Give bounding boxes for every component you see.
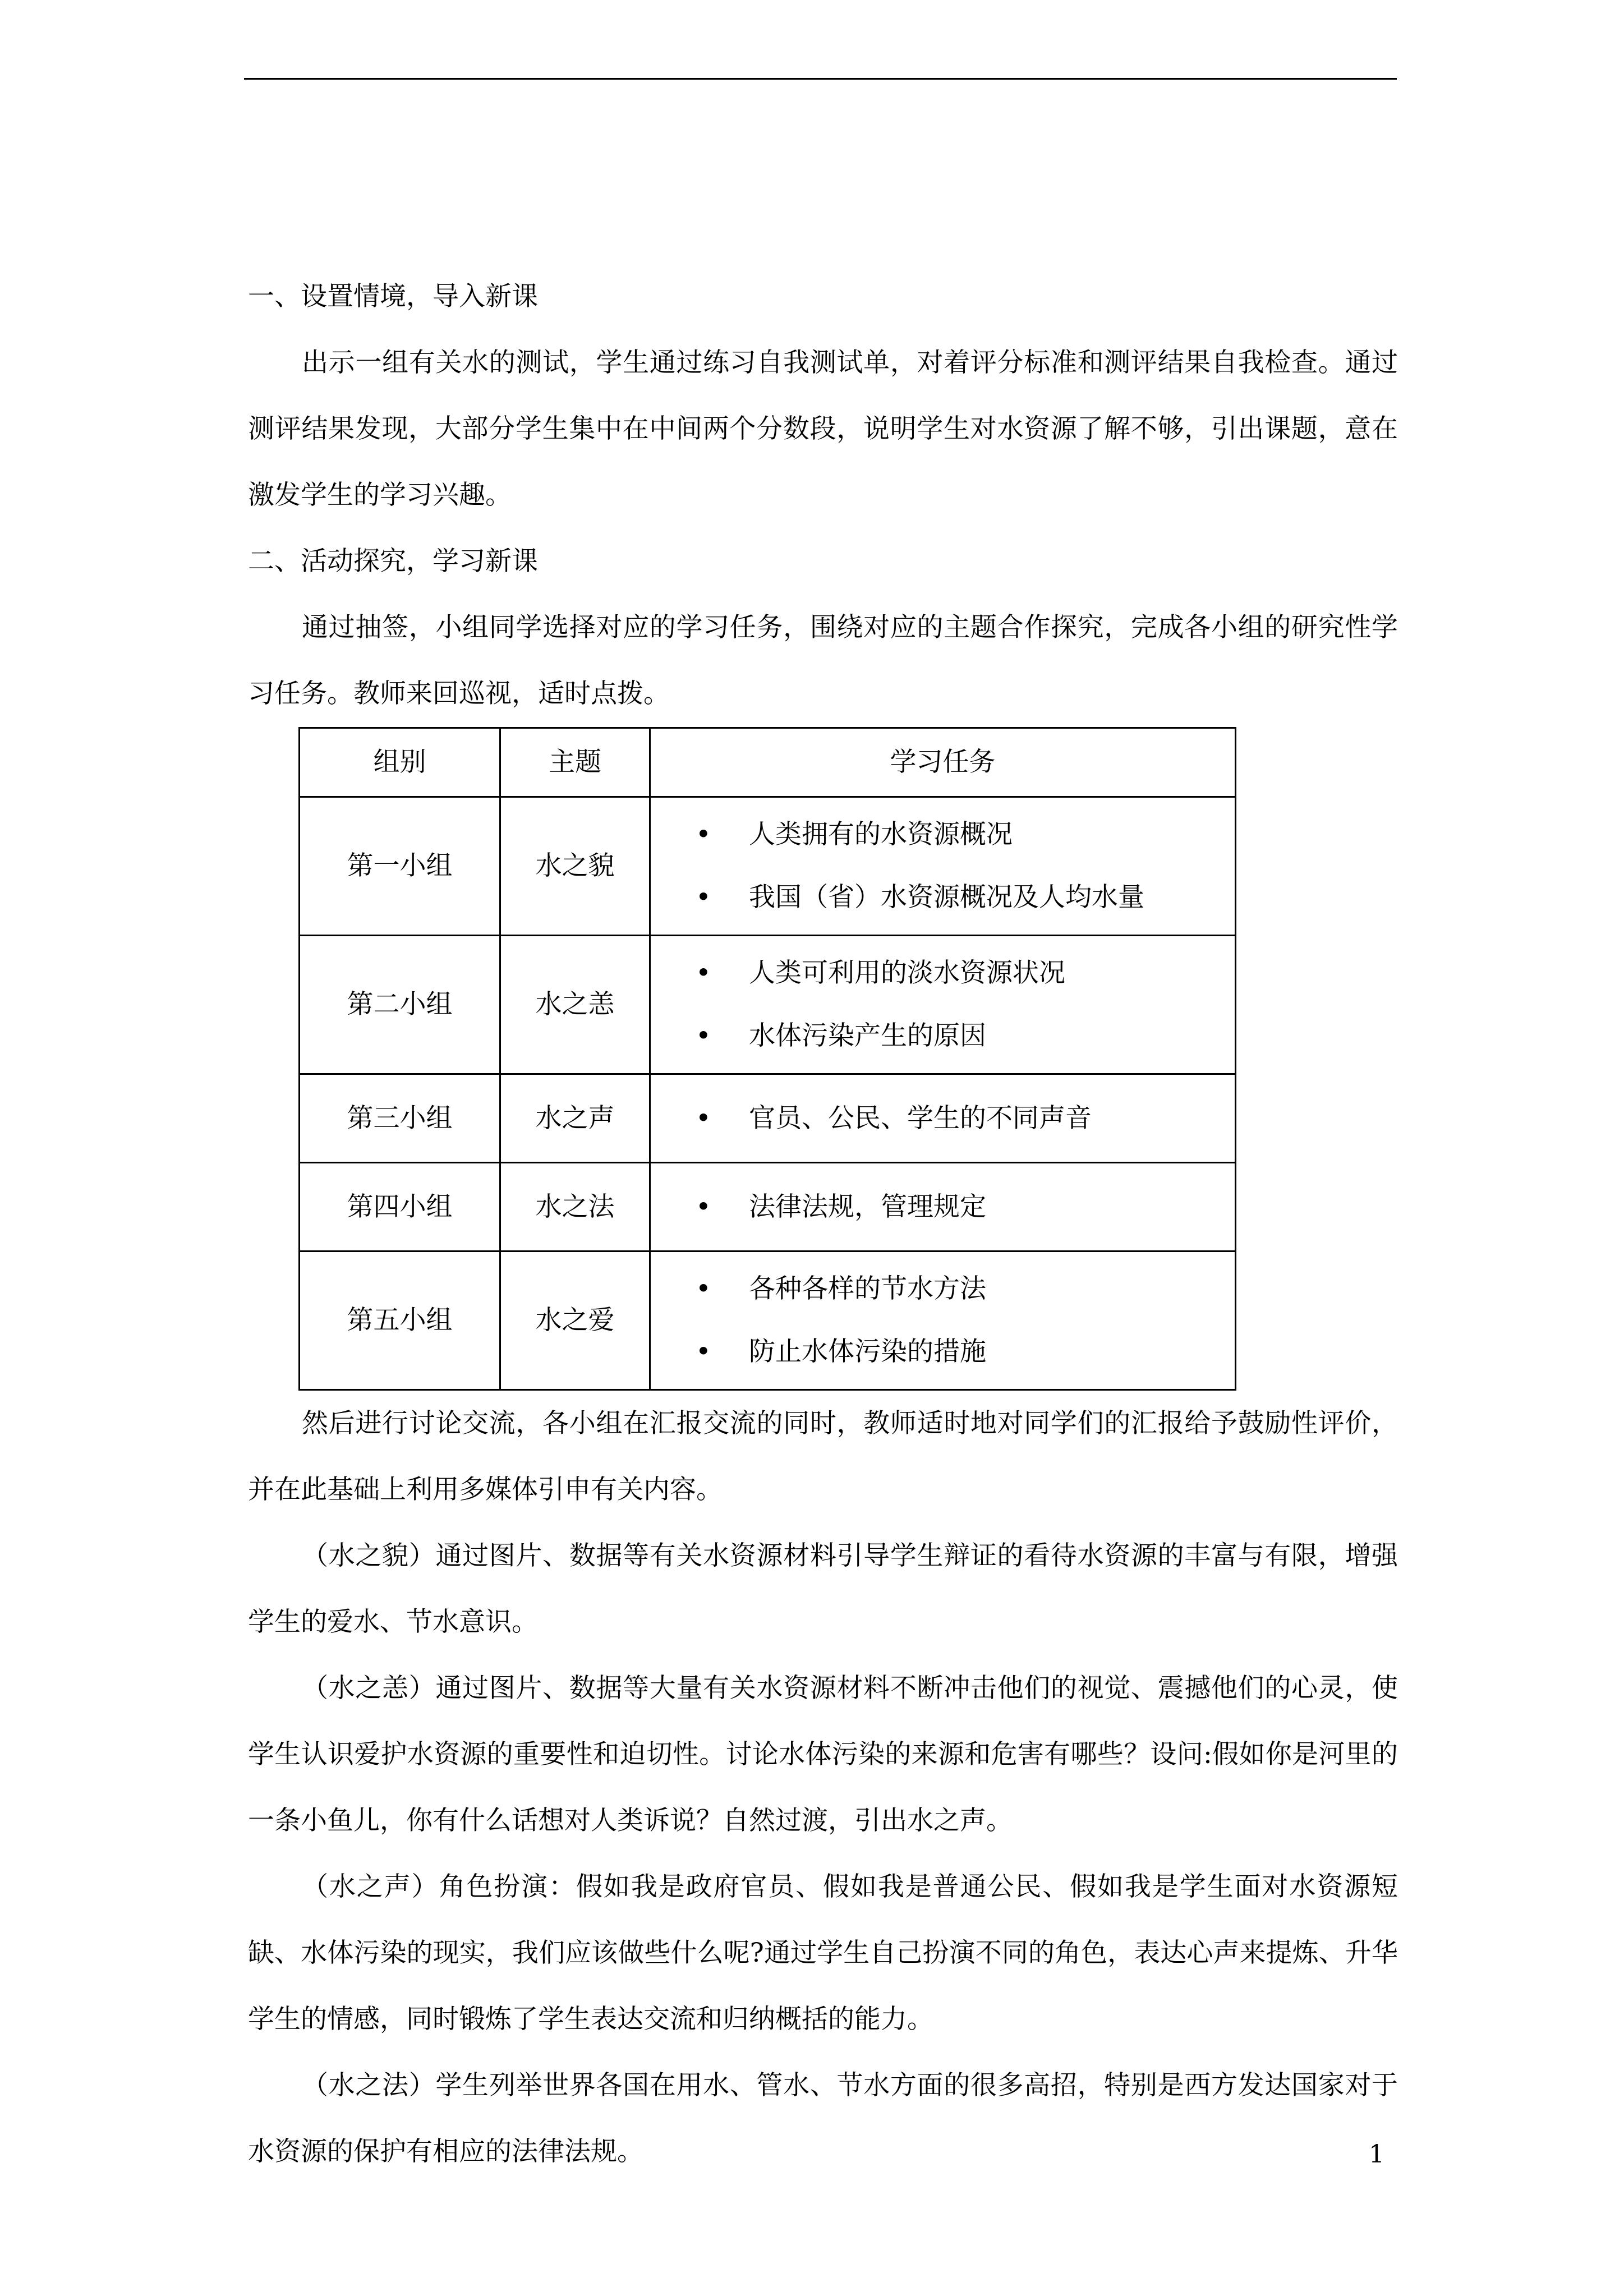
header-rule	[244, 78, 1397, 80]
group-cell: 第二小组	[300, 936, 500, 1074]
bullet-icon: •	[696, 1102, 711, 1134]
tasks-cell	[650, 1251, 1236, 1390]
paragraph: 然后进行讨论交流，各小组在汇报交流的同时，教师适时地对同学们的汇报给予鼓励性评价，并在此基础上利用多媒体引申有关内容。	[248, 1408, 1398, 1505]
header-theme: 主题	[500, 728, 650, 797]
task-item	[696, 1087, 1235, 1150]
task-text: 人类拥有的水资源概况	[749, 819, 1013, 850]
theme-cell: 水之声	[500, 1074, 650, 1163]
task-text: 法律法规，管理规定	[749, 1191, 986, 1222]
paragraph: （水之貌）通过图片、数据等有关水资源材料引导学生辩证的看待水资源的丰富与有限，增强学生的爱水、节水意识。	[248, 1540, 1398, 1637]
group-cell: 第五小组	[300, 1251, 500, 1390]
table-row	[300, 936, 1236, 1074]
task-item	[696, 1320, 1235, 1383]
section-heading-1: 一、设置情境，导入新课	[248, 281, 538, 312]
task-text: 人类可利用的淡水资源状况	[749, 958, 1065, 988]
bullet-icon: •	[696, 1336, 711, 1367]
paragraph: （水之法）学生列举世界各国在用水、管水、节水方面的很多高招，特别是西方发达国家对于水资源的保护有相应的法律法规。	[248, 2070, 1398, 2167]
theme-cell: 水之法	[500, 1163, 650, 1251]
bullet-icon: •	[696, 1020, 711, 1051]
task-text: 各种各样的节水方法	[749, 1273, 986, 1304]
table-row	[300, 797, 1236, 936]
paragraph: （水之恙）通过图片、数据等大量有关水资源材料不断冲击他们的视觉、震撼他们的心灵，使学生认识爱护水资源的重要性和迫切性。讨论水体污染的来源和危害有哪些？设问:假如你是河里的一条小鱼儿，你有什么话想对人类诉说？自然过渡，引出水之声。	[248, 1673, 1398, 1836]
table-header-row	[300, 728, 1236, 797]
section-heading-2: 二、活动探究，学习新课	[248, 546, 538, 577]
tasks-cell	[650, 1163, 1236, 1251]
task-table	[298, 727, 1236, 1391]
group-cell: 第四小组	[300, 1163, 500, 1251]
task-item	[696, 803, 1235, 866]
bullet-icon: •	[696, 1273, 711, 1304]
task-text: 防止水体污染的措施	[749, 1336, 986, 1367]
theme-cell: 水之恙	[500, 936, 650, 1074]
bullet-icon: •	[696, 819, 711, 850]
bullet-icon: •	[696, 1191, 711, 1222]
task-item	[696, 1258, 1235, 1320]
header-tasks: 学习任务	[650, 728, 1236, 797]
paragraph: 通过抽签，小组同学选择对应的学习任务，围绕对应的主题合作探究，完成各小组的研究性学习任务。教师来回巡视，适时点拨。	[248, 612, 1398, 709]
page-number: 1	[1369, 2140, 1384, 2169]
table-row	[300, 1251, 1236, 1390]
task-item	[696, 1176, 1235, 1239]
task-item	[696, 866, 1235, 929]
tasks-cell	[650, 936, 1236, 1074]
tasks-cell	[650, 1074, 1236, 1163]
table-row	[300, 1074, 1236, 1163]
theme-cell: 水之爱	[500, 1251, 650, 1390]
bullet-icon: •	[696, 882, 711, 913]
task-item	[696, 942, 1235, 1005]
header-group: 组别	[300, 728, 500, 797]
group-cell: 第三小组	[300, 1074, 500, 1163]
tasks-cell	[650, 797, 1236, 936]
task-text: 官员、公民、学生的不同声音	[749, 1102, 1092, 1134]
theme-cell: 水之貌	[500, 797, 650, 936]
document-body	[248, 264, 1398, 2185]
task-text: 我国（省）水资源概况及人均水量	[749, 882, 1144, 913]
group-cell: 第一小组	[300, 797, 500, 936]
table-row	[300, 1163, 1236, 1251]
paragraph: （水之声）角色扮演：假如我是政府官员、假如我是普通公民、假如我是学生面对水资源短缺、水体污染的现实，我们应该做些什么呢?通过学生自己扮演不同的角色，表达心声来提炼、升华学生的情感，同时锻炼了学生表达交流和归纳概括的能力。	[248, 1871, 1398, 2035]
task-text: 水体污染产生的原因	[749, 1020, 986, 1051]
task-item	[696, 1005, 1235, 1068]
paragraph: 出示一组有关水的测试，学生通过练习自我测试单，对着评分标准和测评结果自我检查。通过测评结果发现，大部分学生集中在中间两个分数段，说明学生对水资源了解不够，引出课题，意在激发学生的学习兴趣。	[248, 347, 1398, 510]
bullet-icon: •	[696, 958, 711, 988]
